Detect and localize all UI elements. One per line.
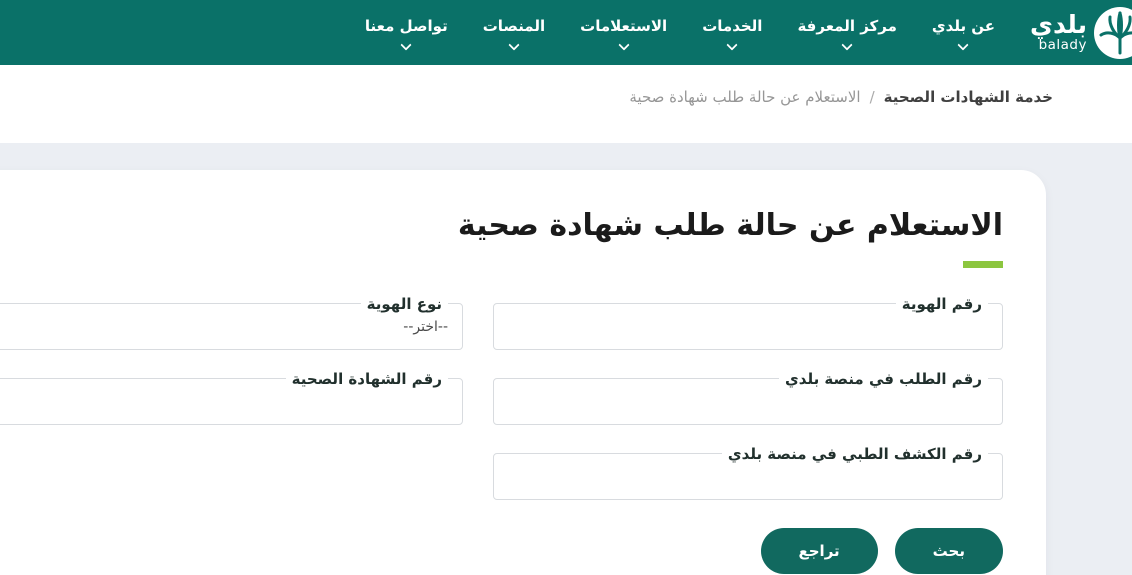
chevron-down-icon <box>727 39 738 50</box>
request-number-label: رقم الطلب في منصة بلدي <box>779 369 988 389</box>
palm-emblem-icon <box>1094 7 1132 59</box>
inquiry-card <box>0 170 1046 575</box>
chevron-down-icon <box>618 39 629 50</box>
breadcrumb-current: الاستعلام عن حالة طلب شهادة صحية <box>629 88 861 106</box>
medical-exam-number-label: رقم الكشف الطبي في منصة بلدي <box>722 444 988 464</box>
inquiry-form <box>0 295 1003 500</box>
id-number-field <box>493 295 1003 350</box>
page-title: الاستعلام عن حالة طلب شهادة صحية <box>457 208 1003 243</box>
logo-latin-name: balady <box>1038 37 1087 54</box>
logo-text <box>1030 12 1087 53</box>
back-button[interactable]: تراجع <box>761 528 878 574</box>
chevron-down-icon <box>401 39 412 50</box>
nav-item-services[interactable]: الخدمات <box>702 17 762 49</box>
nav-item-contact-us[interactable]: تواصل معنا <box>365 17 448 49</box>
breadcrumb-parent-link[interactable]: خدمة الشهادات الصحية <box>883 88 1053 106</box>
medical-exam-number-field <box>493 445 1003 500</box>
request-number-field <box>493 370 1003 425</box>
balady-logo[interactable] <box>1030 7 1132 59</box>
nav-item-about-balady[interactable]: عن بلدي <box>932 17 995 49</box>
chevron-down-icon <box>958 39 969 50</box>
id-number-label: رقم الهوية <box>896 294 988 314</box>
search-button[interactable]: بحث <box>895 528 1003 574</box>
nav-item-inquiries[interactable]: الاستعلامات <box>580 17 667 49</box>
id-type-field <box>0 295 463 350</box>
chevron-down-icon <box>508 39 519 50</box>
top-navbar <box>0 0 1132 65</box>
id-type-label: نوع الهوية <box>361 294 448 314</box>
certificate-number-field <box>0 370 463 425</box>
nav-item-knowledge-center[interactable]: مركز المعرفة <box>797 17 896 49</box>
certificate-number-label: رقم الشهادة الصحية <box>286 369 448 389</box>
logo-arabic-name: بلدي <box>1030 10 1087 40</box>
chevron-down-icon <box>842 39 853 50</box>
empty-grid-cell <box>0 453 463 500</box>
title-accent-bar <box>963 261 1003 268</box>
nav-item-platforms[interactable]: المنصات <box>483 17 545 49</box>
form-actions <box>0 528 1003 574</box>
breadcrumb-separator: / <box>869 88 875 106</box>
breadcrumb <box>0 65 1132 143</box>
